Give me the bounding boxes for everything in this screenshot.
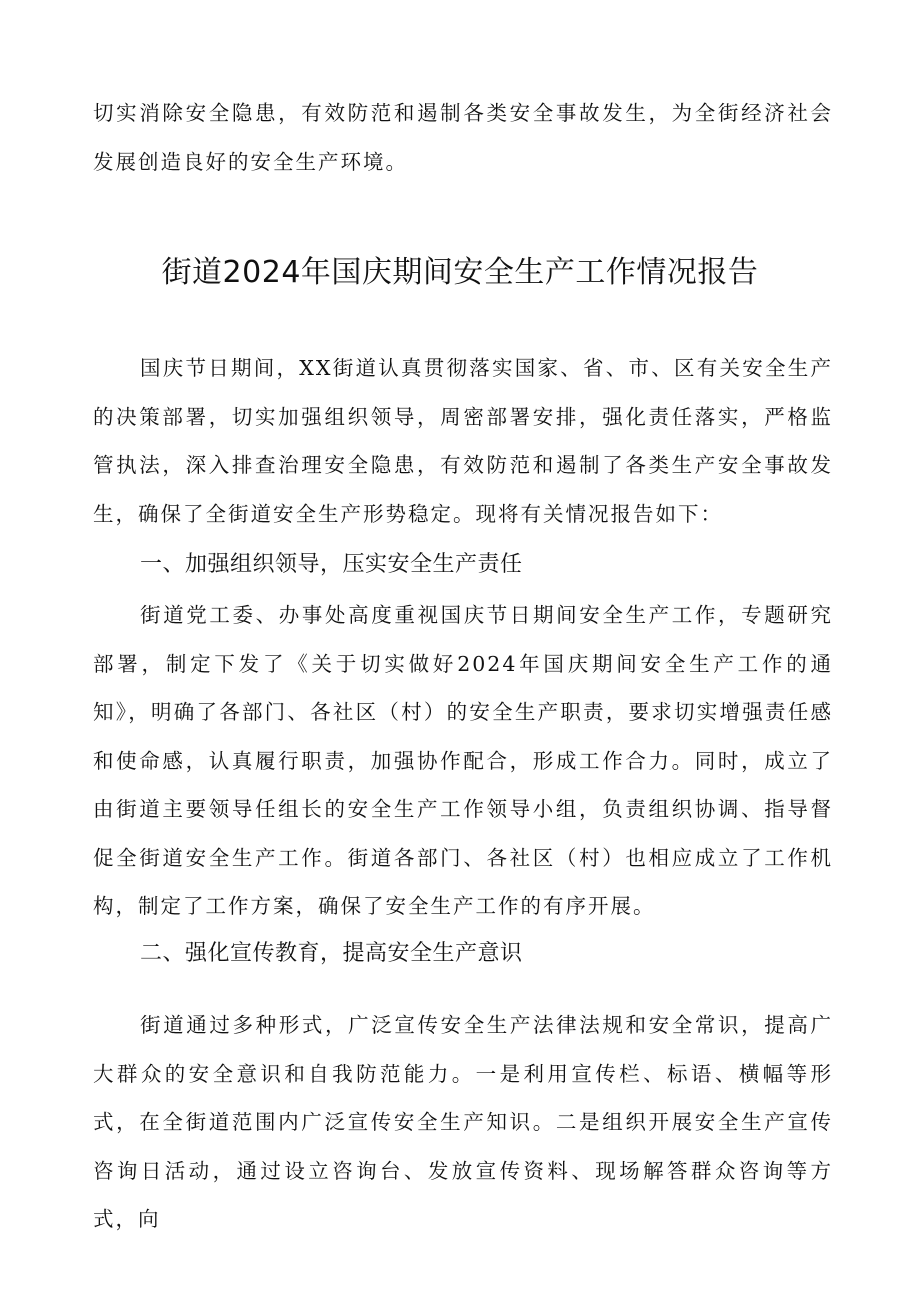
section-2-heading: 二、强化宣传教育，提高安全生产意识 [140,941,523,966]
section-2-paragraph: 街道通过多种形式，广泛宣传安全生产法律法规和安全常识，提高广大群众的安全意识和自我防范能力。一是利用宣传栏、标语、横幅等形式，在全街道范围内广泛宣传安全生产知识。二是组织开展安全生产宣传咨询日活动，通过设立咨询台、发放宣传资料、现场解答群众咨询等方式，向 [93,1013,833,1231]
section-1-paragraph: 街道党工委、办事处高度重视国庆节日期间安全生产工作，专题研究部署，制定下发了《关于切实做好2024年国庆期间安全生产工作的通知》，明确了各部门、各社区（村）的安全生产职责，要求切实增强责任感和使命感，认真履行职责，加强协作配合，形成工作合力。同时，成立了由街道主要领导任组长的安全生产工作领导小组，负责组织协调、指导督促全街道安全生产工作。街道各部门、各社区（村）也相应成立了工作机构，制定了工作方案，确保了安全生产工作的有序开展。 [93,603,833,918]
document-title: 街道2024年国庆期间安全生产工作情况报告 [161,255,759,290]
intro-paragraph: 切实消除安全隐患，有效防范和遏制各类安全事故发生，为全街经济社会发展创造良好的安全生产环境。 [93,101,833,174]
opening-paragraph: 国庆节日期间，XX街道认真贯彻落实国家、省、市、区有关安全生产的决策部署，切实加强组织领导，周密部署安排，强化责任落实，严格监管执法，深入排查治理安全隐患，有效防范和遏制了各类生产安全事故发生，确保了全街道安全生产形势稳定。现将有关情况报告如下： [93,356,833,526]
section-1-heading: 一、加强组织领导，压实安全生产责任 [140,552,523,577]
